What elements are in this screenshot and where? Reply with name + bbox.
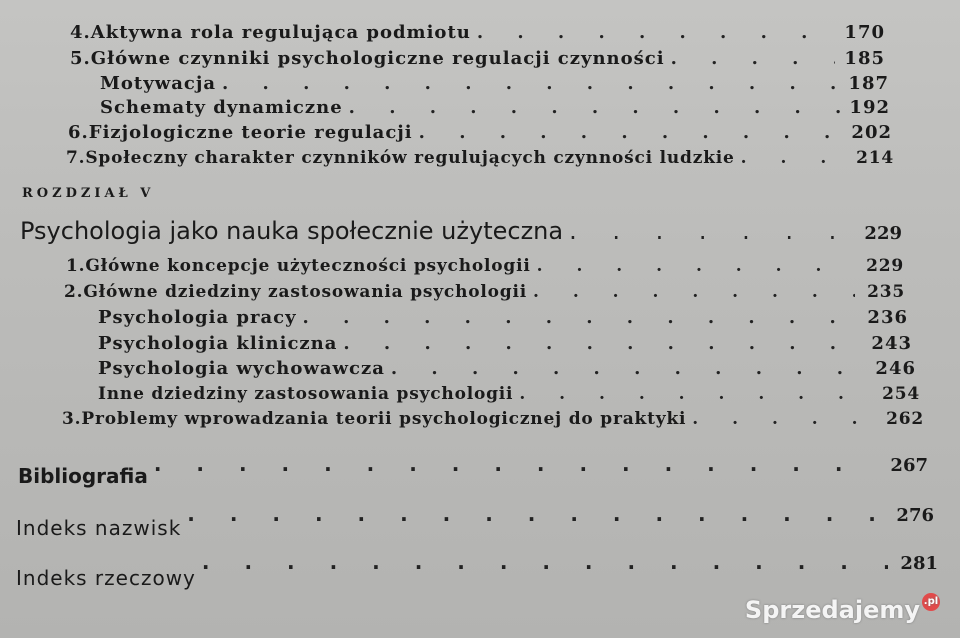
toc-entry-7: 7. Społeczny charakter czynników regulujących czynności ludzkie . . . 214 <box>66 148 894 168</box>
dot-leader <box>222 73 839 94</box>
toc-entry-5: 5. Główne czynniki psychologiczne regulacji czynności . . . 185 <box>70 48 885 69</box>
toc-entry-6: 6. Fizjologiczne teorie regulacji . . . 202 <box>68 122 892 143</box>
toc-subentry-kliniczna: Psychologia kliniczna . . . 243 <box>98 333 912 354</box>
dot-leader <box>419 122 842 143</box>
dot-leader <box>569 217 852 245</box>
watermark-badge-icon: .pl <box>922 593 940 611</box>
dot-leader <box>671 48 835 69</box>
toc-entry-ch5-2: 2. Główne dziedziny zastosowania psychologii . . . 235 <box>64 282 905 302</box>
dot-leader <box>533 282 855 302</box>
toc-subentry-pracy: Psychologia pracy . . . 236 <box>98 307 908 328</box>
dot-leader <box>537 256 854 276</box>
dot-leader <box>741 148 844 168</box>
toc-subentry-schematy: Schematy dynamiczne . . . 192 <box>100 97 890 118</box>
toc-entry-ch5-3: 3. Problemy wprowadzania teorii psychologicznej do praktyki . . . 262 <box>62 409 924 429</box>
chapter-label: ROZDZIAŁ V <box>22 186 155 201</box>
dot-leader <box>154 452 878 476</box>
chapter-title: Psychologia jako nauka społecznie użyteczna <box>20 217 564 245</box>
chapter-title-row: Psychologia jako nauka społecznie użyteczna . . . 229 <box>20 217 902 245</box>
toc-subentry-motywacja: Motywacja . . . 187 <box>100 73 889 94</box>
toc-entry-4: 4. Aktywna rola regulująca podmiotu . . . 170 <box>70 22 885 43</box>
dot-leader <box>343 333 862 354</box>
toc-subentry-wychowawcza: Psychologia wychowawcza . . . 246 <box>98 358 916 379</box>
dot-leader <box>477 22 835 43</box>
dot-leader <box>349 97 840 118</box>
dot-leader <box>187 502 884 526</box>
dot-leader <box>692 409 874 429</box>
dot-leader <box>519 384 870 404</box>
dot-leader <box>391 358 866 379</box>
toc-bibliografia: Bibliografia . . . 267 <box>18 452 928 476</box>
dot-leader <box>202 550 888 574</box>
toc-indeks-rzeczowy: Indeks rzeczowy . . . 281 <box>16 550 938 574</box>
toc-subentry-inne: Inne dziedziny zastosowania psychologii . . . 254 <box>98 384 920 404</box>
watermark-logo: Sprzedajemy .pl <box>745 596 940 624</box>
dot-leader <box>303 307 858 328</box>
toc-indeks-nazwisk: Indeks nazwisk . . . 276 <box>16 502 934 526</box>
toc-entry-ch5-1: 1. Główne koncepcje użyteczności psychologii . . . 229 <box>66 256 904 276</box>
